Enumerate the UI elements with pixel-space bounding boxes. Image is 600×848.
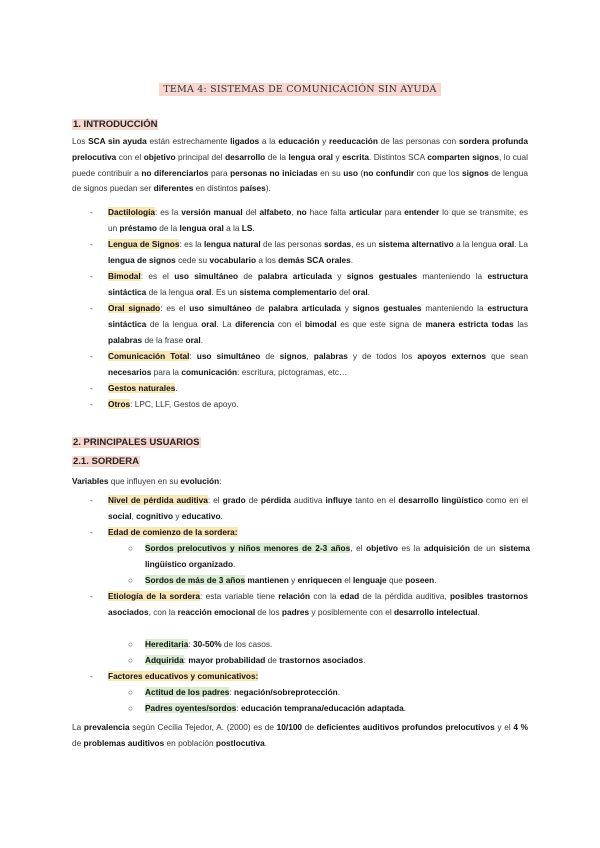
intro-paragraph: Los SCA sin ayuda están estrechamente ligados a la educación y reeducación de las personas con sordera profunda prelocutiva con el objetivo principal del desarrollo de la lengua oral y escrita. Distintos SCA comparten signos, lo cual puede contribuir a no diferenciarlos para personas no iniciadas en su uso (no confundir con que los signos de lengua de signos puedan ser diferentes en distintos países). [72, 136, 528, 194]
prevalencia-paragraph: La prevalencia según Cecilia Tejedor, A. (2000) es de 10/100 de deficientes auditivos profundos prelocutivos y el 4 % de problemas auditivos en población postlocutiva. [72, 722, 528, 748]
document-page: TEMA 4: SISTEMAS DE COMUNICACIÓN SIN AYUDA 1. INTRODUCCIÓN Los SCA sin ayuda están estrechamente ligados a la educación y reeducación de las personas con sordera profunda prelocutiva con el objetivo principal del desarrollo de la lengua oral y escrita. Distintos SCA comparten signos, lo cual puede contribuir a no diferenciarlos para personas no iniciadas en su uso (no confundir con que los signos de lengua de signos puedan ser diferentes en distintos países). - Dactilología: es la versión manual del alfabeto, no hace falta articular para entender lo que se transmite, es un préstamo de la lengua oral a la LS. - Lengua de Signos: es la lengua natural de las personas sordas, es un sistema alternativo a la lengua oral. La lengua de signos cede su vocabulario a los demás SCA orales. - Bimodal: es el uso simultáneo de palabra articulada y signos gestuales manteniendo la estructura sintáctica de la lengua oral. Es un sistema complementario del oral. - Oral signado: es el uso simultáneo de palabra articulada y signos gestuales manteniendo la estructura sintáctica de la lengua oral. La diferencia con el bimodal es que este signa de manera estricta todas las palabras de la frase oral. - Comunicación Total: uso simultáneo de signos, palabras y de todos los apoyos externos que sean necesarios para la comunicación: escritura, pictogramas, etc… - Gestos naturales. - Otros: LPC, LLF, Gestos de apoyo. 2. PRINCIPALES USUARIOS 2.1. SORDERA Variables que influyen en su evolución: - Nivel de pérdida auditiva: el grado de pérdida auditiva influye tanto en el desarrollo lingüístico como en el social, cognitivo y educativo. - Edad de comienzo de la sordera: ○ Sordos prelocutivos y niños menores de 2-3 años, el objetivo es la adquisición de un sistema lingüístico organizado. ○ Sordos de más de 3 años mantienen y enriquecen el lenguaje que poseen. - Etiología de la sordera: esta variable tiene relación con la edad de la pérdida auditiva, posibles trastornos asociados, con la reacción emocional de los padres y posiblemente con el desarrollo intelectual. ○ Hereditaria: 30-50% de los casos. ○ Adquirida: mayor probabilidad de trastornos asociados. - Factores educativos y comunicativos: ○ Actitud de los padres: negación/sobreprotección. ○ Padres oyentes/sordos: educación temprana/educación adaptada. La prevalencia según Cecilia Tejedor, A. (2000) es de 10/100 de deficientes auditivos profundos prelocutivos y el 4 % de problemas auditivos en población postlocutiva. [0, 0, 600, 848]
section-heading-principales-usuarios: 2. PRINCIPALES USUARIOS [73, 437, 200, 448]
subsection-heading-sordera: 2.1. SORDERA [73, 456, 139, 467]
section-heading-introduccion: 1. INTRODUCCIÓN [73, 119, 158, 130]
variables-line: Variables que influyen en su evolución: [72, 476, 222, 486]
page-title: TEMA 4: SISTEMAS DE COMUNICACIÓN SIN AYUDA [159, 83, 440, 96]
